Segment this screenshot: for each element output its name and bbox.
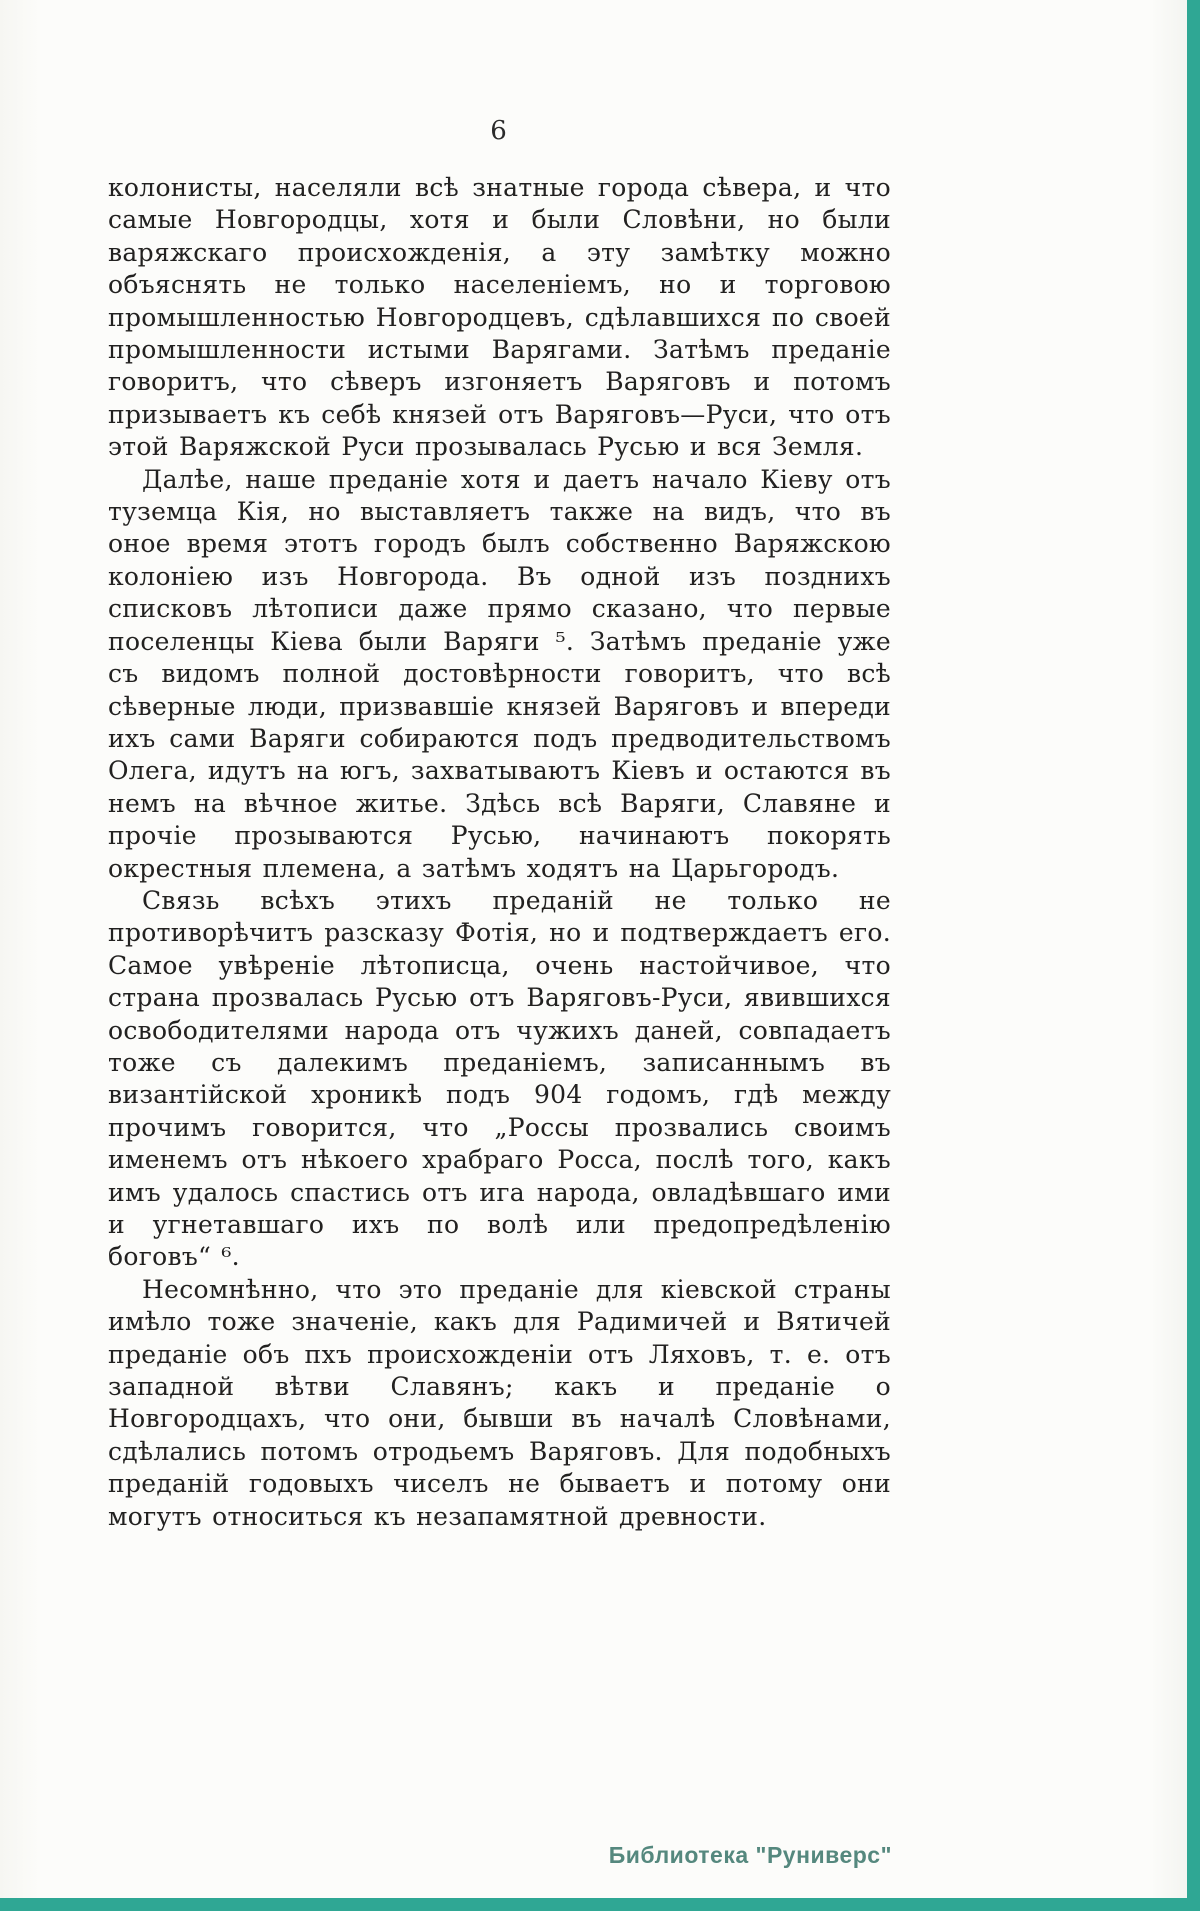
paragraph: Связь всѣхъ этихъ преданій не только не противорѣчитъ разсказу Фотія, но и подтверждаетъ его. Самое увѣреніе лѣтописца, очень настойчивое, что страна прозвалась Русью отъ Варяговъ-Руси, явившихся освободителями народа отъ чужихъ даней, совпадаетъ тоже съ далекимъ преданіемъ, записаннымъ въ византійской хроникѣ подъ 904 годомъ, гдѣ между прочимъ говорится, что „Россы прозвались своимъ именемъ отъ нѣкоего храбраго Росса, послѣ того, какъ имъ удалось спастись отъ ига народа, овладѣвшаго ими и угнетавшаго ихъ по волѣ или предопредѣленію боговъ“ ⁶. <box>108 885 891 1272</box>
library-watermark: Библиотека "Руниверс" <box>608 1842 892 1868</box>
text-block <box>108 172 891 1533</box>
paragraph: Несомнѣнно, что это преданіе для кіевской страны имѣло тоже значеніе, какъ для Радимичей и Вятичей преданіе объ пхъ происхожденіи отъ Ляховъ, т. е. отъ западной вѣтви Славянъ; какъ и преданіе о Новгородцахъ, что они, бывши въ началѣ Словѣнами, сдѣлались потомъ отродьемъ Варяговъ. Для подобныхъ преданій годовыхъ чиселъ не бываетъ и потому они могутъ относиться къ незапамятной древности. <box>108 1274 891 1531</box>
scan-border-right <box>1187 0 1200 1911</box>
paragraph: Далѣе, наше преданіе хотя и даетъ начало Кіеву отъ туземца Кія, но выставляетъ также на видъ, что въ оное время этотъ городъ былъ собственно Варяжскою колоніею изъ Новгорода. Въ одной изъ позднихъ списковъ лѣтописи даже прямо сказано, что первые поселенцы Кіева были Варяги ⁵. Затѣмъ преданіе уже съ видомъ полной достовѣрности говоритъ, что всѣ сѣверные люди, призвавшіе князей Варяговъ и впереди ихъ сами Варяги собираются подъ предводительствомъ Олега, идутъ на югъ, захватываютъ Кіевъ и остаются въ немъ на вѣчное житье. Здѣсь всѣ Варяги, Славяне и прочіе прозываются Русью, начинаютъ покорять окрестныя племена, а затѣмъ ходятъ на Царьгородъ. <box>108 464 891 883</box>
scan-border-bottom <box>0 1898 1200 1911</box>
page-number: 6 <box>490 116 508 146</box>
paragraph: колонисты, населяли всѣ знатные города сѣвера, и что самые Новгородцы, хотя и были Словѣни, но были варяжскаго происхожденія, а эту замѣтку можно объяснять не только населеніемъ, но и торговою промышленностью Новгородцевъ, сдѣлавшихся по своей промышленности истыми Варягами. Затѣмъ преданіе говоритъ, что сѣверъ изгоняетъ Варяговъ и потомъ призываетъ къ себѣ князей отъ Варяговъ—Руси, что отъ этой Варяжской Руси прозывалась Русью и вся Земля. <box>108 173 891 462</box>
